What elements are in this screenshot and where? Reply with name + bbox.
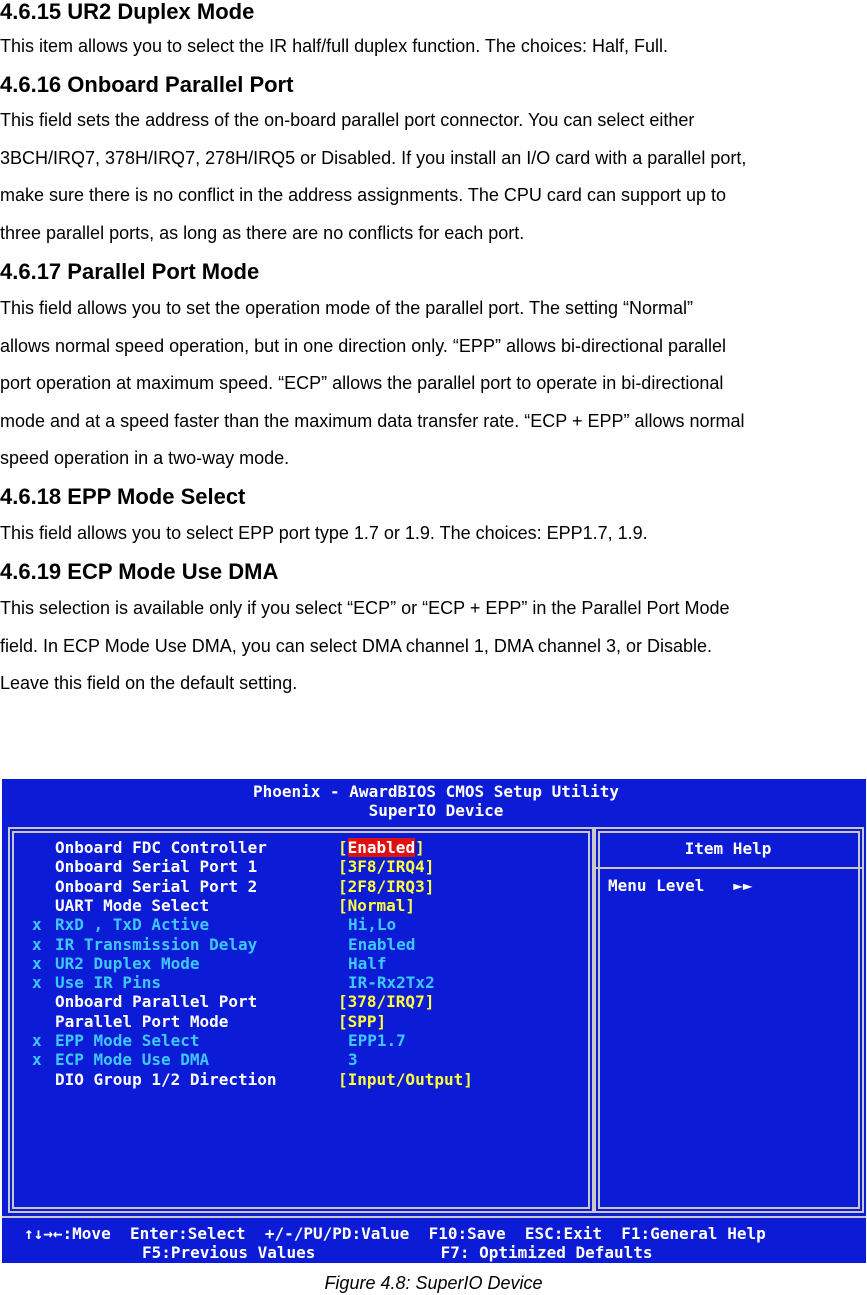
section-body-epp-mode-select xyxy=(0,515,866,553)
text-line: This selection is available only if you select “ECP” or “ECP + EPP” in the Parallel Port Mode xyxy=(0,598,730,618)
item-help-title: Item Help xyxy=(684,839,772,858)
disabled-marker: x xyxy=(32,934,42,954)
disabled-marker: x xyxy=(32,915,42,935)
setting-label: Parallel Port Mode xyxy=(55,1011,229,1031)
setting-label: Onboard FDC Controller xyxy=(55,838,267,857)
text-line: This field allows you to select EPP port type 1.7 or 1.9. The choices: EPP1.7, 1.9. xyxy=(0,523,648,543)
text-line: This field allows you to set the operation mode of the parallel port. The setting “Normal” xyxy=(0,298,694,318)
footer-divider xyxy=(2,1216,866,1218)
setting-value: IR-Rx2Tx2 xyxy=(348,973,435,993)
setting-value[interactable]: [3F8/IRQ4] xyxy=(338,857,435,877)
section-heading-epp-mode-select: 4.6.18 EPP Mode Select xyxy=(0,484,246,509)
section-heading-parallel-port-mode: 4.6.17 Parallel Port Mode xyxy=(0,259,260,284)
key-help-line-1: ↑↓→←:Move Enter:Select +/-/PU/PD:Value F10:Save ESC:Exit F1:General Help xyxy=(24,1224,766,1243)
setting-value-selected[interactable] xyxy=(338,838,425,857)
figure-caption: Figure 4.8: SuperIO Device xyxy=(324,1273,543,1293)
setting-label: Onboard Parallel Port xyxy=(55,992,258,1012)
setting-label: EPP Mode Select xyxy=(55,1031,200,1050)
help-divider xyxy=(594,867,864,869)
disabled-marker: x xyxy=(32,1031,42,1050)
section-body-parallel-port-mode xyxy=(0,290,866,478)
text-line: make sure there is no conflict in the address assignments. The CPU card can support up to xyxy=(0,185,727,205)
disabled-marker: x xyxy=(32,953,42,973)
setting-value[interactable]: [378/IRQ7] xyxy=(338,992,435,1012)
setting-label: ECP Mode Use DMA xyxy=(55,1050,210,1070)
bios-setup-screenshot xyxy=(2,779,866,1263)
section-body-ecp-mode-use-dma xyxy=(0,590,866,703)
setting-label: Onboard Serial Port 2 xyxy=(55,876,258,896)
value-bracket: ] xyxy=(415,838,425,857)
section-heading-ur2-duplex-mode: 4.6.15 UR2 Duplex Mode xyxy=(0,0,255,24)
bios-title: Phoenix - AwardBIOS CMOS Setup Utility xyxy=(252,782,620,801)
setting-label: IR Transmission Delay xyxy=(55,934,258,954)
text-line: This field sets the address of the on-board parallel port connector. You can select either xyxy=(0,110,695,130)
setting-value: EPP1.7 xyxy=(348,1031,406,1050)
disabled-marker: x xyxy=(32,1050,42,1070)
setting-value: Hi,Lo xyxy=(348,915,397,935)
key-help-line-2: F5:Previous Values F7: Optimized Defaults xyxy=(142,1243,653,1262)
section-heading-ecp-mode-use-dma: 4.6.19 ECP Mode Use DMA xyxy=(0,559,279,584)
text-line: speed operation in a two-way mode. xyxy=(0,448,290,468)
text-line: Leave this field on the default setting. xyxy=(0,673,298,693)
text-line: port operation at maximum speed. “ECP” allows the parallel port to operate in bi-directional xyxy=(0,373,724,393)
setting-label: Use IR Pins xyxy=(55,973,161,993)
setting-value: Half xyxy=(348,953,387,973)
setting-value: 3 xyxy=(348,1050,358,1070)
setting-label: UART Mode Select xyxy=(55,895,210,915)
setting-value[interactable]: [Normal] xyxy=(338,895,416,915)
text-line: field. In ECP Mode Use DMA, you can select DMA channel 1, DMA channel 3, or Disable. xyxy=(0,635,713,656)
setting-value[interactable]: [2F8/IRQ3] xyxy=(338,876,435,896)
bios-subtitle: SuperIO Device xyxy=(368,801,504,820)
setting-value: Enabled xyxy=(348,934,416,954)
text-line: 3BCH/IRQ7, 378H/IRQ7, 278H/IRQ5 or Disabled. If you install an I/O card with a parallel port, xyxy=(0,147,747,168)
text-line: mode and at a speed faster than the maximum data transfer rate. “ECP + EPP” allows normal xyxy=(0,410,745,431)
menu-level-text: Menu Level ►► xyxy=(608,876,753,895)
setting-value[interactable]: [Input/Output] xyxy=(338,1069,473,1089)
text-line: allows normal speed operation, but in one direction only. “EPP” allows bi-directional parallel xyxy=(0,335,727,356)
setting-label: Onboard Serial Port 1 xyxy=(55,857,258,877)
section-body-onboard-parallel-port xyxy=(0,102,866,252)
setting-label: DIO Group 1/2 Direction xyxy=(55,1069,277,1089)
text-line: three parallel ports, as long as there are no conflicts for each port. xyxy=(0,222,525,243)
value-bracket: [ xyxy=(338,838,348,857)
selected-value-highlight[interactable]: Enabled xyxy=(347,838,416,857)
setting-value[interactable]: [SPP] xyxy=(338,1011,387,1031)
section-heading-onboard-parallel-port: 4.6.16 Onboard Parallel Port xyxy=(0,72,294,97)
setting-label: RxD , TxD Active xyxy=(55,915,210,935)
section-body-ur2-duplex-mode xyxy=(0,28,866,66)
setting-label: UR2 Duplex Mode xyxy=(55,953,200,973)
text-line: This item allows you to select the IR half/full duplex function. The choices: Half, Full. xyxy=(0,36,668,56)
disabled-marker: x xyxy=(32,973,42,993)
